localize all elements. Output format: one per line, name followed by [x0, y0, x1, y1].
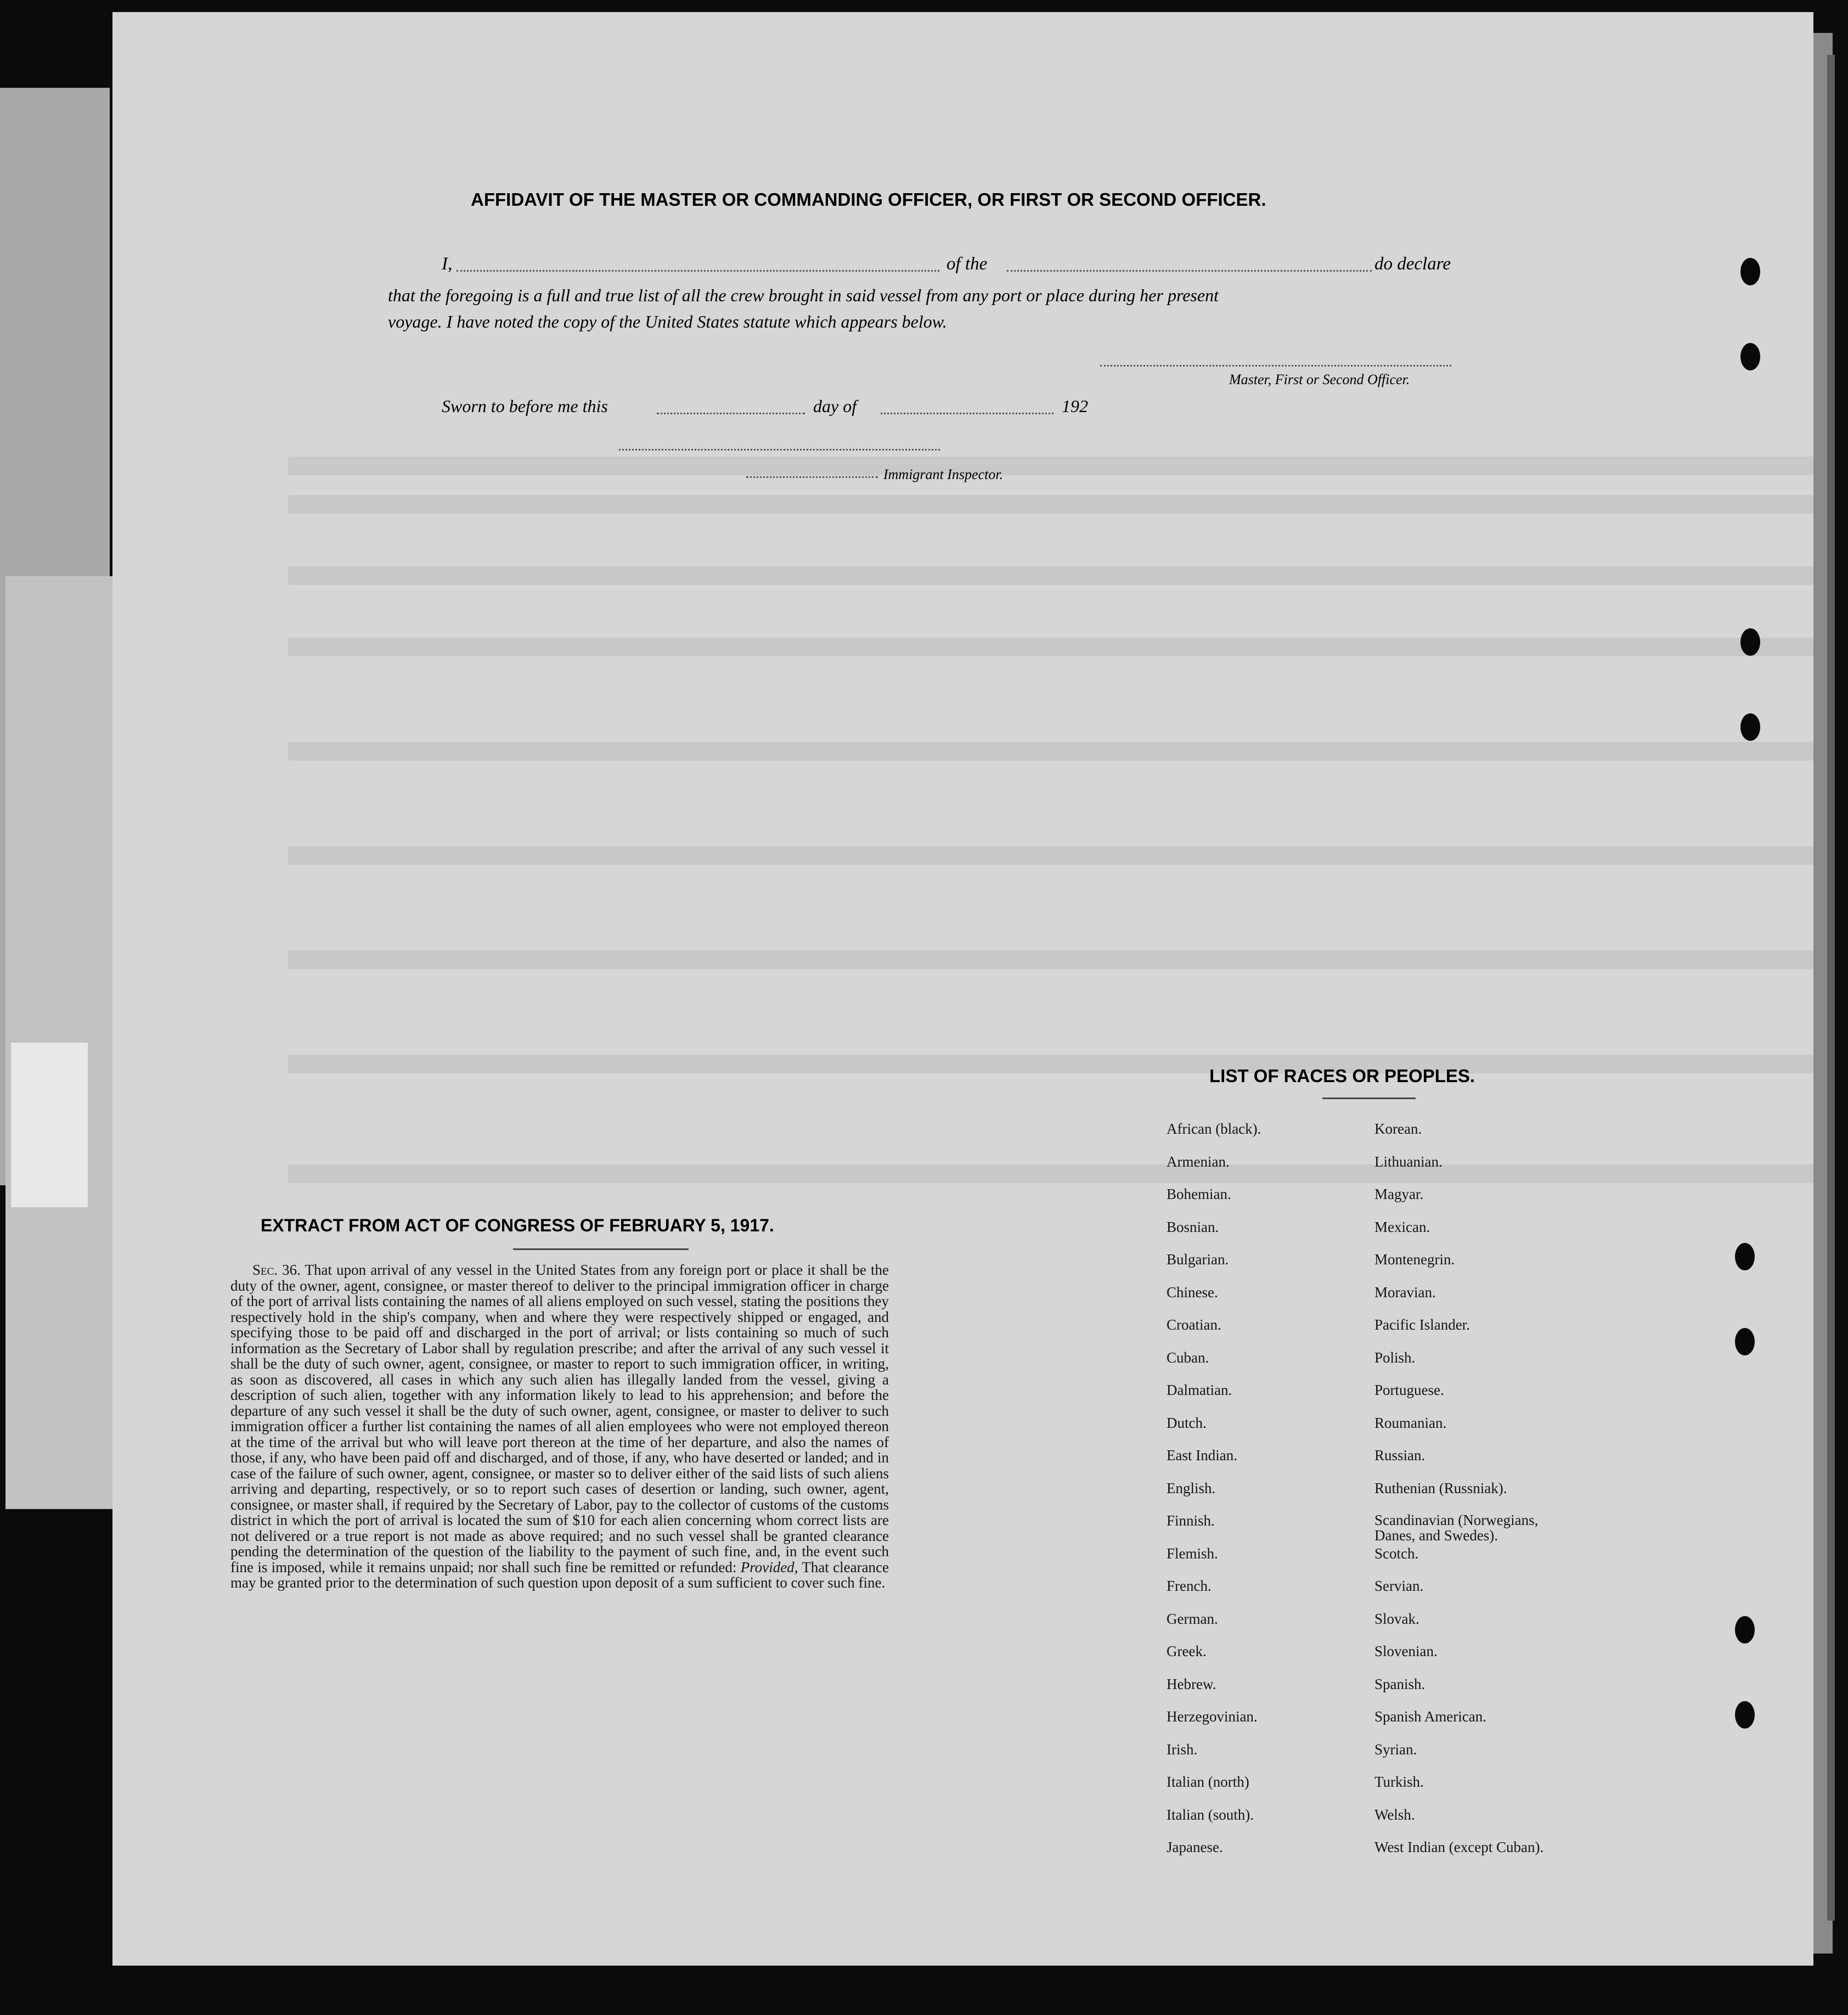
race-item: Bohemian.: [1167, 1186, 1231, 1202]
affidavit-title: AFFIDAVIT OF THE MASTER OR COMMANDING OFFICER, OR FIRST OR SECOND OFFICER.: [471, 189, 1266, 210]
race-item: German.: [1167, 1610, 1218, 1627]
statute-text-part1: That upon arrival of any vessel in the United States from any foreign port or place it shall be the duty of the owner, agent, consignee, or master thereof to deliver to the principal immigration officer in charge of the port of arrival lists containing the names of all aliens employed on such vessel, stating the positions they respectively hold in the ship's company, when and where they were respectively shipped or engaged, and specifying those to be paid off and discharged in the port of arrival; or lists containing so much of such information as the Secretary of Labor shall by regulation prescribe; and after the arrival of any such vessel it shall be the duty of such owner, agent, consignee, or master to report to such immigration officer, in writing, as soon as discovered, all cases in which any such alien has illegally landed from the vessel, giving a description of such alien, together with any information likely to lead to his apprehension; and before the departure of any such vessel it shall be the duty of such owner, agent, consignee, or master to deliver to such immigration officer a further list containing the names of all alien employees who were not employed thereon at the time of the arrival but who will leave port thereon at the time of her departure, and also the names of those, if any, who have been paid off and discharged, and of those, if any, who have deserted or landed; and in case of the failure of such owner, agent, consignee, or master so to deliver either of the said lists of such aliens arriving and departing, respectively, or so to report such cases of desertion or landing, such owner, agent, consignee, or master shall, if required by the Secretary of Labor, pay to the collector of customs of the customs district in which the port of arrival is located the sum of $10 for each alien concerning whom correct lists are not delivered or a true report is not made as above required; and no such vessel shall be granted clearance pending the determination of the question of the liability to the payment of such fine, and, in the event such fine is imposed, while it remains unpaid; nor shall such fine be remitted or refunded:: [230, 1262, 889, 1575]
race-item: Polish.: [1374, 1349, 1416, 1366]
extract-title: EXTRACT FROM ACT OF CONGRESS OF FEBRUARY 5, 1917.: [261, 1215, 774, 1235]
race-item: Welsh.: [1374, 1806, 1415, 1823]
extract-title-rule: [513, 1248, 689, 1250]
race-item: Russian.: [1374, 1447, 1426, 1464]
race-item: Bosnian.: [1167, 1218, 1219, 1235]
sworn-label: Sworn to before me this: [442, 396, 608, 416]
race-item: Mexican.: [1374, 1218, 1430, 1235]
race-item: Dalmatian.: [1167, 1382, 1232, 1398]
inspector-signature-line-2[interactable]: [746, 476, 878, 478]
race-item: Dutch.: [1167, 1414, 1207, 1431]
race-item: Spanish.: [1374, 1675, 1426, 1692]
race-item: Finnish.: [1167, 1512, 1215, 1529]
race-item: Herzegovinian.: [1167, 1708, 1258, 1725]
race-item: Portuguese.: [1374, 1382, 1444, 1398]
race-item: Chinese.: [1167, 1284, 1218, 1301]
sworn-year: 192: [1062, 396, 1088, 416]
race-item: East Indian.: [1167, 1447, 1237, 1464]
punch-hole: [1740, 343, 1760, 370]
race-item: Cuban.: [1167, 1349, 1209, 1366]
bleed-through-row: [288, 1164, 1813, 1183]
race-item: Pacific Islander.: [1374, 1316, 1470, 1333]
race-item: Armenian.: [1167, 1153, 1230, 1170]
race-item: Slovenian.: [1374, 1643, 1438, 1659]
under-sheet-edge-dark: [1827, 55, 1835, 1921]
bleed-through-row: [288, 950, 1813, 969]
race-item: Roumanian.: [1374, 1414, 1447, 1431]
race-item: Montenegrin.: [1374, 1251, 1455, 1268]
bleed-through-row: [288, 846, 1813, 865]
day-of-label: day of: [813, 396, 857, 416]
race-item: Turkish.: [1374, 1774, 1424, 1790]
race-item: Italian (south).: [1167, 1806, 1254, 1823]
section-label: Sec. 36.: [252, 1262, 301, 1278]
affidavit-i-label: I,: [442, 254, 453, 274]
race-item: Flemish.: [1167, 1545, 1218, 1562]
race-item: Ruthenian (Russniak).: [1374, 1479, 1507, 1496]
punch-hole: [1735, 1328, 1755, 1355]
sworn-month-blank[interactable]: [881, 413, 1053, 414]
extract-body: [230, 1262, 889, 1591]
race-item: Hebrew.: [1167, 1675, 1216, 1692]
punch-hole: [1740, 628, 1760, 656]
race-item: Scandinavian (Norwegians, Danes, and Swedes).: [1374, 1512, 1539, 1544]
punch-hole: [1735, 1616, 1755, 1643]
race-item: Scotch.: [1374, 1545, 1419, 1562]
races-column-2: [1374, 1121, 1556, 1872]
affidavit-of-the-label: of the: [946, 254, 988, 274]
race-item: Irish.: [1167, 1741, 1198, 1758]
bleed-through-row: [288, 495, 1813, 514]
race-item: Italian (north): [1167, 1774, 1249, 1790]
race-item: Spanish American.: [1374, 1708, 1486, 1725]
race-item: French.: [1167, 1578, 1212, 1594]
race-item: Croatian.: [1167, 1316, 1221, 1333]
race-item: English.: [1167, 1479, 1216, 1496]
bleed-through-row: [288, 457, 1813, 475]
races-title: LIST OF RACES OR PEOPLES.: [1209, 1066, 1475, 1086]
race-item: African (black).: [1167, 1121, 1261, 1137]
race-item: Slovak.: [1374, 1610, 1419, 1627]
punch-hole: [1740, 258, 1760, 285]
punch-hole: [1740, 713, 1760, 741]
provided-word: Provided,: [740, 1558, 798, 1575]
race-item: Moravian.: [1374, 1284, 1436, 1301]
affidavit-declare-label: do declare: [1374, 254, 1451, 274]
bleed-through-row: [288, 638, 1813, 656]
race-item: Magyar.: [1374, 1186, 1424, 1202]
bleed-through-row: [288, 742, 1813, 761]
race-item: Greek.: [1167, 1643, 1207, 1659]
race-item: Servian.: [1374, 1578, 1424, 1594]
races-column-1: [1167, 1121, 1261, 1872]
race-item: Japanese.: [1167, 1839, 1223, 1855]
race-item: Korean.: [1374, 1121, 1422, 1137]
punch-hole: [1735, 1243, 1755, 1270]
sworn-day-blank[interactable]: [657, 413, 805, 414]
punch-hole: [1735, 1701, 1755, 1729]
bleed-through-row: [288, 566, 1813, 585]
statute-text-part2: That clearance may be granted prior to the determination of such question upon deposit of a sum sufficient to cover such fine.: [230, 1558, 889, 1591]
vessel-blank[interactable]: [1007, 270, 1372, 272]
name-blank[interactable]: [457, 270, 939, 272]
master-signature-caption: Master, First or Second Officer.: [1229, 372, 1410, 387]
master-signature-line[interactable]: [1100, 365, 1451, 367]
bleed-through-row: [288, 1055, 1813, 1073]
race-item: Bulgarian.: [1167, 1251, 1229, 1268]
inspector-caption: Immigrant Inspector.: [883, 466, 1004, 482]
paper-tab: [11, 1043, 88, 1207]
affidavit-line-2: that the foregoing is a full and true list of all the crew brought in said vessel from any port or place during her present: [388, 285, 1219, 305]
affidavit-line-3: voyage. I have noted the copy of the United States statute which appears below.: [388, 312, 947, 331]
inspector-signature-line[interactable]: [619, 449, 940, 451]
race-item: Lithuanian.: [1374, 1153, 1443, 1170]
races-title-rule: [1322, 1097, 1416, 1099]
race-item: Syrian.: [1374, 1741, 1417, 1758]
race-item: West Indian (except Cuban).: [1374, 1839, 1544, 1855]
